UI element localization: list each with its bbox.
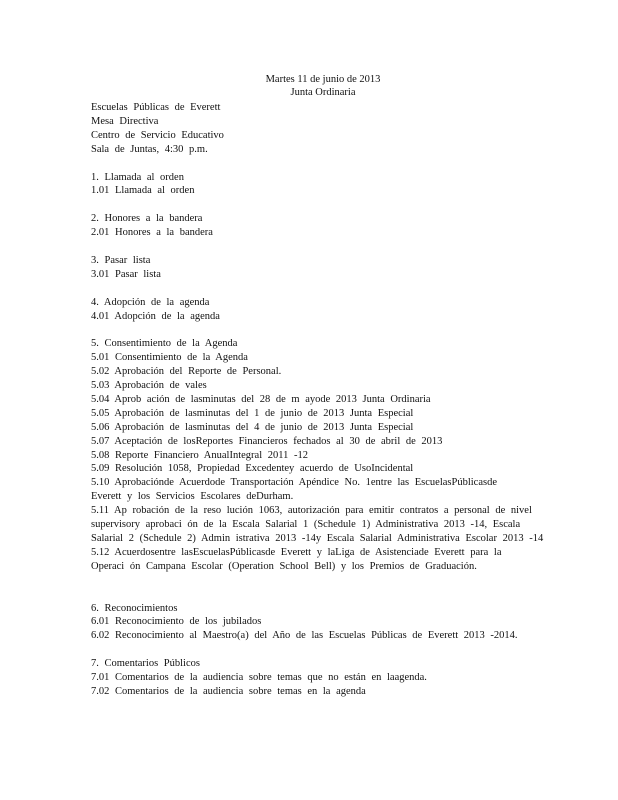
- agenda-item: 5.03 Aprobación de vales: [91, 380, 207, 392]
- section-title: 1. Llamada al orden: [91, 171, 184, 183]
- spacer: [91, 574, 551, 588]
- agenda-item-continued: supervisory aprobaci ón de la Escala Salarial 1 (Schedule 1) Administrativa 2013 -14, Escala: [91, 519, 521, 531]
- agenda-item: 5.04 Aprob ación de lasminutas del 28 de m ayode 2013 Junta Ordinaria: [91, 393, 431, 405]
- section-title: 6. Reconocimientos: [91, 602, 178, 614]
- agenda-item: 5.12 Acuerdosentre lasEscuelasPúblicasde Everett y laLiga de Asistenciade Everett para la: [91, 546, 502, 558]
- org-board: Mesa Directiva: [91, 115, 159, 127]
- agenda-item: 5.02 Aprobación del Reporte de Personal.: [91, 366, 282, 378]
- meeting-type: Junta Ordinaria: [290, 87, 356, 98]
- section-title: 7. Comentarios Públicos: [91, 658, 200, 670]
- agenda-item: 5.11 Ap robación de la reso lución 1063, autorización para emitir contratos a personal de nivel: [91, 505, 532, 517]
- agenda-item: 5.09 Resolución 1058, Propiedad Excedentey acuerdo de UsoIncidental: [91, 463, 414, 475]
- section-title: 5. Consentimiento de la Agenda: [91, 338, 238, 350]
- section-title: 4. Adopción de la agenda: [91, 296, 210, 308]
- agenda-item: 5.10 Aprobaciónde Acuerdode Transportación Apéndice No. 1entre las EscuelasPúblicasde: [91, 477, 497, 489]
- agenda-item: 5.06 Aprobación de lasminutas del 4 de junio de 2013 Junta Especial: [91, 421, 414, 433]
- org-name: Escuelas Públicas de Everett: [91, 102, 221, 113]
- agenda-item: 7.01 Comentarios de la audiencia sobre temas que no están en laagenda.: [91, 672, 427, 684]
- agenda-item: 5.05 Aprobación de lasminutas del 1 de junio de 2013 Junta Especial: [91, 407, 414, 419]
- agenda-item: 1.01 Llamada al orden: [91, 185, 195, 197]
- org-room-time: Sala de Juntas, 4:30 p.m.: [91, 143, 208, 155]
- agenda-header: [0, 73, 618, 99]
- meeting-date: Martes 11 de junio de 2013: [265, 74, 381, 85]
- agenda-item-continued: Salarial 2 (Schedule 2) Admin istrativa 2013 -14y Escala Salarial Administrativa Escolar 2013 -14: [91, 533, 544, 545]
- spacer: [91, 588, 551, 602]
- agenda-item: 5.08 Reporte Financiero AnualIntegral 2011 -12: [91, 449, 308, 461]
- agenda-item-continued: Operaci ón Campana Escolar (Operation School Bell) y los Premios de Graduación.: [91, 560, 477, 572]
- agenda-item: 4.01 Adopción de la agenda: [91, 310, 220, 322]
- spacer: [91, 282, 551, 296]
- section-title: 2. Honores a la bandera: [91, 213, 203, 225]
- agenda-item: 6.01 Reconocimiento de los jubilados: [91, 616, 262, 628]
- spacer: [91, 157, 551, 171]
- agenda-body: [91, 101, 551, 699]
- spacer: [91, 240, 551, 254]
- agenda-item: 5.07 Aceptación de losReportes Financieros fechados al 30 de abril de 2013: [91, 435, 443, 447]
- agenda-item: 2.01 Honores a la bandera: [91, 227, 213, 239]
- section-title: 3. Pasar lista: [91, 254, 151, 266]
- agenda-item: 5.01 Consentimiento de la Agenda: [91, 352, 248, 364]
- agenda-item-continued: Everett y los Servicios Escolares deDurham.: [91, 491, 294, 503]
- org-center: Centro de Servicio Educativo: [91, 129, 224, 141]
- agenda-item: 6.02 Reconocimiento al Maestro(a) del Año de las Escuelas Públicas de Everett 2013 -2014.: [91, 630, 518, 642]
- spacer: [91, 198, 551, 212]
- spacer: [91, 643, 551, 657]
- spacer: [91, 323, 551, 337]
- agenda-item: 7.02 Comentarios de la audiencia sobre temas en la agenda: [91, 685, 366, 697]
- agenda-item: 3.01 Pasar lista: [91, 268, 161, 280]
